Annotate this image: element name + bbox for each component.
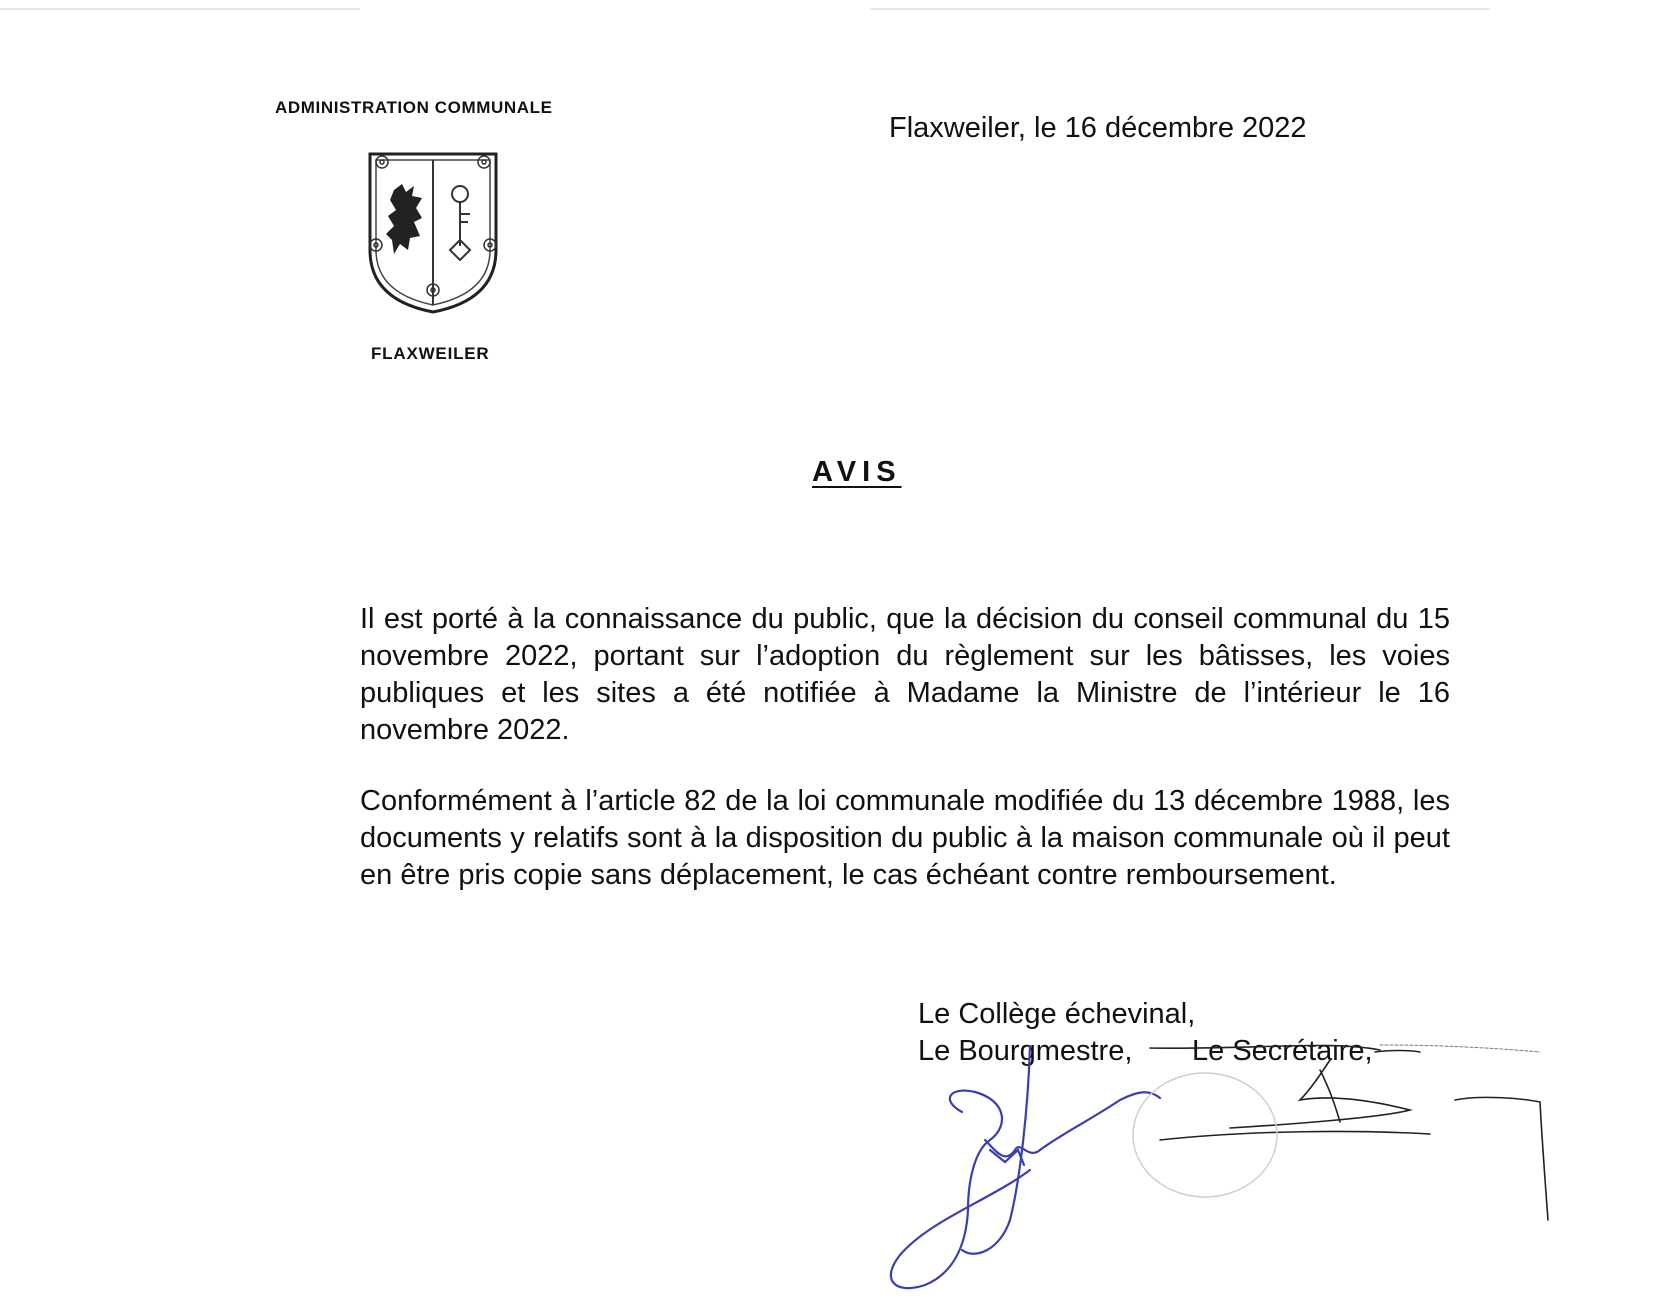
scan-edge-right (870, 8, 1490, 10)
commune-name: FLAXWEILER (371, 344, 490, 363)
bourgmestre-signature-icon (891, 1046, 1160, 1288)
closing-secretaire: Le Secrétaire, (1192, 1035, 1373, 1067)
date-line: Flaxweiler, le 16 décembre 2022 (889, 112, 1307, 144)
coat-of-arms-icon (366, 150, 500, 316)
document-title: AVIS (812, 456, 902, 488)
scan-edge-left (0, 8, 360, 10)
administration-title: ADMINISTRATION COMMUNALE (275, 98, 553, 117)
secretaire-signature-icon (1150, 1045, 1548, 1220)
official-stamp-icon (1133, 1073, 1277, 1197)
closing-bourgmestre: Le Bourgmestre, (918, 1035, 1133, 1067)
paragraph-notification: Il est porté à la connaissance du public, que la décision du conseil communal du 15 novembre 2022, portant sur l’adoption du règlement sur les bâtisses, les voies publiques et les sites a été notifiée à Madame la Ministre de l’intérieur le 16 novembre 2022. (360, 603, 1450, 746)
paragraph-article-82: Conformément à l’article 82 de la loi communale modifiée du 13 décembre 1988, les documents y relatifs sont à la disposition du public à la maison communale où il peut en être pris copie sans déplacement, le cas échéant contre remboursement. (360, 785, 1450, 891)
closing-college: Le Collège échevinal, (918, 998, 1196, 1030)
